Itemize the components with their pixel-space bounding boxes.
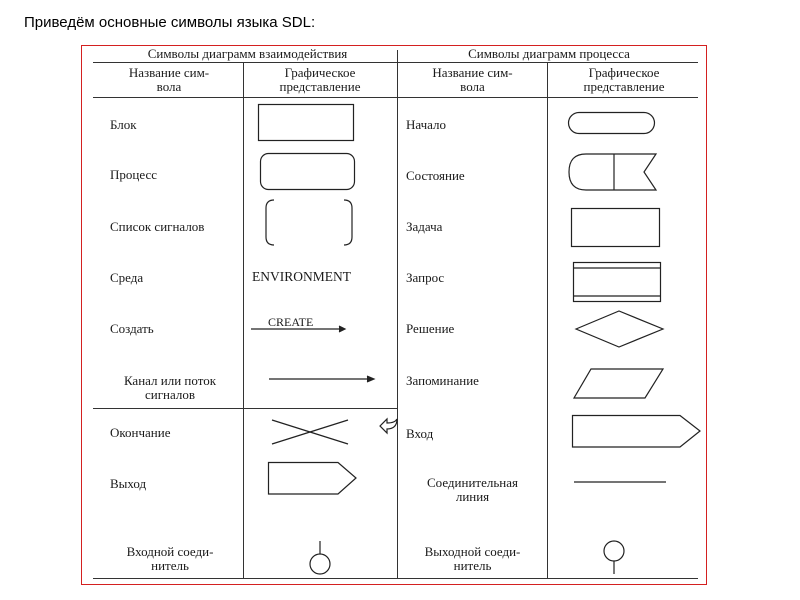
left-graphic-col-header: Графическое представление (279, 65, 361, 94)
table-col-divider (547, 62, 548, 578)
right-row-name: Вход (406, 426, 434, 441)
input-symbol (572, 415, 704, 449)
left-section-title: Символы диаграмм взаимодействия (147, 46, 348, 61)
right-row-name: Запоминание (406, 373, 479, 388)
left-row-name: Канал или поток сигналов (123, 373, 217, 402)
left-row-name: Создать (110, 321, 154, 336)
left-row-name: Список сигналов (110, 219, 205, 234)
query-symbol (573, 262, 663, 304)
storage-symbol (573, 368, 665, 400)
left-name-col-header: Название сим- вола (128, 65, 210, 94)
left-row-name: Окончание (110, 425, 171, 440)
state-symbol (568, 153, 660, 193)
page-heading: Приведём основные символы языка SDL: (24, 14, 316, 31)
input-connector-symbol (308, 540, 332, 576)
left-row-name: Среда (110, 270, 144, 285)
table-rule (93, 408, 398, 409)
left-row-name: Процесс (110, 167, 157, 182)
right-row-name: Начало (406, 117, 447, 132)
right-row-name: Состояние (406, 168, 465, 183)
create-arrow-symbol (250, 324, 350, 334)
table-rule (93, 578, 698, 579)
table-rule (93, 62, 698, 63)
right-row-name: Решение (406, 321, 455, 336)
channel-arrow-symbol (268, 374, 378, 384)
connecting-line-symbol (574, 480, 668, 484)
right-section-title: Символы диаграмм процесса (468, 46, 630, 61)
output-symbol (268, 462, 358, 496)
environment-symbol: ENVIRONMENT (252, 269, 351, 284)
left-row-name: Блок (110, 117, 137, 132)
left-row-name: Выход (110, 476, 147, 491)
decision-symbol (575, 310, 665, 350)
right-graphic-col-header: Графическое представление (583, 65, 665, 94)
task-symbol (571, 208, 661, 248)
left-row-name: Входной соеди- нитель (126, 544, 214, 573)
right-name-col-header: Название сим- вола (432, 65, 513, 94)
termination-symbol (270, 418, 352, 448)
right-row-name: Задача (406, 219, 443, 234)
right-row-name: Запрос (406, 270, 445, 285)
start-symbol (568, 112, 658, 136)
right-row-name: Выходной соеди- нитель (424, 544, 521, 573)
right-row-name: Соединительная линия (427, 475, 518, 504)
table-col-divider (397, 50, 398, 578)
create-symbol-label: CREATE (268, 315, 314, 329)
table-rule (93, 97, 698, 98)
output-connector-symbol (602, 540, 626, 576)
block-symbol (258, 104, 354, 142)
process-symbol (260, 153, 356, 191)
curved-arrow-icon (377, 415, 401, 437)
signal-list-symbol (264, 199, 354, 249)
table-col-divider (243, 62, 244, 578)
